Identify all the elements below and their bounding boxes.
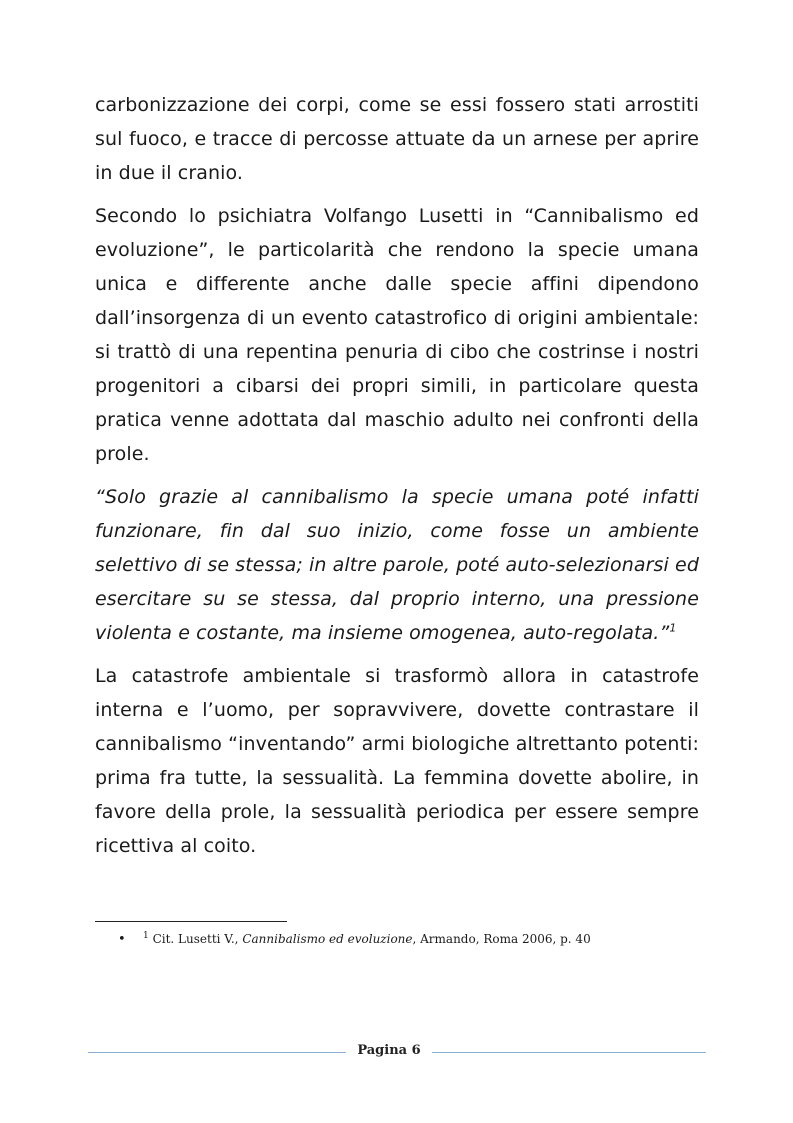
page-body: [95, 88, 699, 872]
footnote-separator: [95, 921, 287, 922]
paragraph-1: carbonizzazione dei corpi, come se essi fossero stati arrostiti sul fuoco, e tracce di percosse attuate da un arnese per aprire in due il cranio.: [95, 94, 699, 184]
footnote-suffix: , Armando, Roma 2006, p. 40: [412, 932, 591, 946]
footer-divider-right: [432, 1052, 706, 1053]
paragraph-4: La catastrofe ambientale si trasformò allora in catastrofe interna e l’uomo, per sopravvivere, dovette contrastare il cannibalismo “inventando” armi biologiche altrettanto potenti: prima fra tutte, la sessualità. La femmina dovette abolire, in favore della prole, la sessualità periodica per essere sempre ricettiva al coito.: [95, 665, 699, 857]
paragraph-2: Secondo lo psichiatra Volfango Lusetti in “Cannibalismo ed evoluzione”, le particolarità che rendono la specie umana unica e differente anche dalle specie affini dipendono dall’insorgenza di un evento catastrofico di origini ambientale: si trattò di una repentina penuria di cibo che costrinse i nostri progenitori a cibarsi dei propri simili, in particolare questa pratica venne adottata dal maschio adulto nei confronti della prole.: [95, 205, 699, 465]
page-footer: [88, 1043, 706, 1063]
footer-divider-left: [88, 1052, 346, 1053]
quote-paragraph: [95, 480, 699, 650]
footnote-prefix: Cit. Lusetti V.,: [152, 932, 243, 946]
footnote-book-title: Cannibalismo ed evoluzione: [242, 932, 413, 946]
footnote-reference[interactable]: 1: [669, 621, 677, 635]
footnote: [118, 932, 591, 947]
footnote-bullet: •: [118, 932, 126, 947]
footnote-number: 1: [143, 931, 149, 941]
page-number: Pagina 6: [357, 1043, 421, 1058]
quote-text: “Solo grazie al cannibalismo la specie umana poté infatti funzionare, fin dal suo inizio, come fosse un ambiente selettivo di se stessa; in altre parole, poté auto-selezionarsi ed esercitare su se stessa, dal proprio interno, una pressione violenta e costante, ma insieme omogenea, auto-regolata.”: [95, 486, 700, 644]
